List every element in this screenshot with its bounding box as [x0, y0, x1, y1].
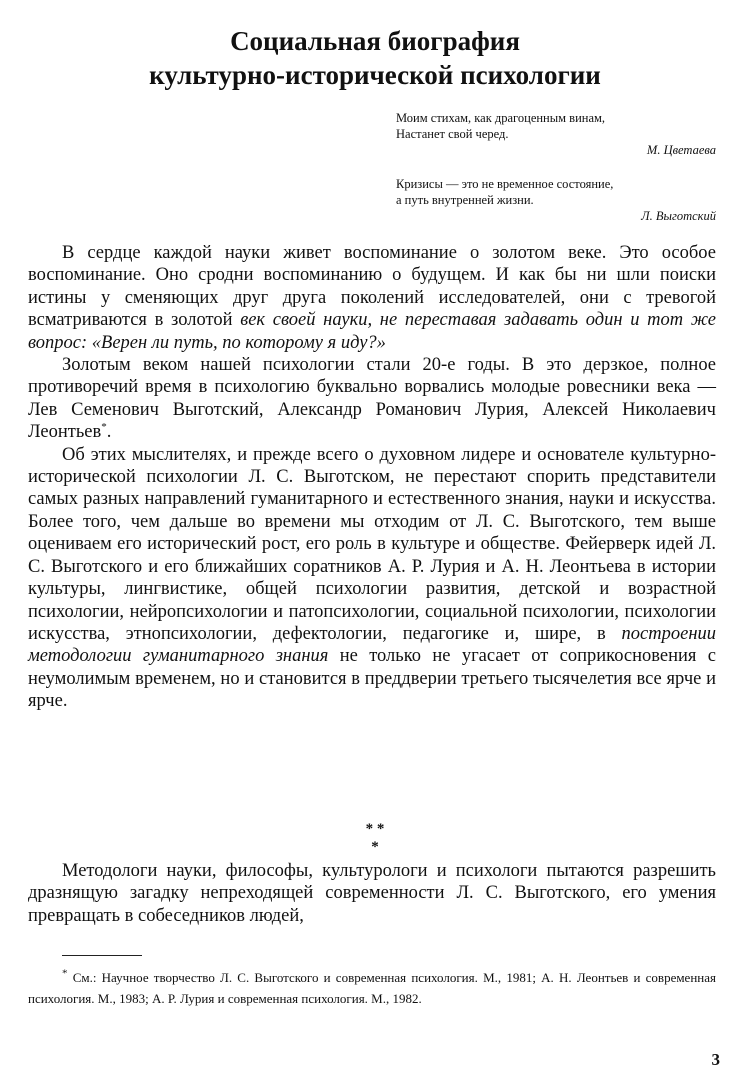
page-title-line-1: Социальная биография: [230, 26, 520, 56]
separator-stars-top: * *: [365, 821, 385, 837]
epigraph-author: Л. Выготский: [641, 209, 716, 223]
paragraph-3-end: не только не угасает от соприкосновения с неумолимым временем, но и становится в преддверии третьего тысячелетия все ярче и ярче.: [28, 646, 716, 712]
epigraph-line: Кризисы — это не временное состояние,: [396, 177, 614, 191]
main-text: [28, 242, 716, 713]
page-title-line-2: культурно-исторической психологии: [149, 60, 601, 90]
footnote-mark: *: [62, 967, 68, 980]
paragraph-2: [28, 354, 716, 444]
paragraph-2-end: .: [106, 422, 112, 443]
epigraph-author: М. Цветаева: [646, 143, 716, 157]
separator-stars-bottom: *: [371, 839, 379, 855]
paragraph-2-text: Золотым веком нашей психологии стали 20-е годы. В это дерзкое, полное противоречий время в психологию буквально ворвались молодые ровесники века — Лев Семенович Выготский, Александр Романович Лурия, Алексей Николаевич Леонтьев: [28, 355, 716, 443]
paragraph-1-italic: век своей науки, не переставая задавать один и тот же вопрос: «Верен ли путь, по которому я иду?»: [28, 310, 717, 353]
epigraph-tsvetaeva: [396, 110, 716, 158]
paragraph-3: [28, 444, 716, 713]
epigraph-vygotsky: [396, 176, 716, 224]
footnote-rule: [62, 955, 142, 956]
main-text-continued: [28, 860, 716, 927]
paragraph-3-italic: построении методологии гуманитарного знания: [28, 623, 716, 667]
paragraph-3-text: Об этих мыслителях, и прежде всего о духовном лидере и основателе культурно-исторической психологии Л. С. Выготском, не перестают спорить представители самых разных направлений гуманитарного и естественного знания, науки и искусства. Более того, чем дальше во времени мы отходим от Л. С. Выготского, тем выше оцениваем его исторический рост, его роль в культуре и обществе. Фейерверк идей Л. С. Выготского и его ближайших соратников А. Р. Лурия и А. Н. Леонтьева в истории культуры, лингвистике, общей психологии развития, детской и возрастной психологии, нейропсихологии и патопсихологии, социальной психологии, психологии искусства, этнопсихологии, дефектологии, педагогике и, шире, в: [28, 444, 716, 644]
epigraph-line: Моим стихам, как драгоценным винам,: [396, 111, 606, 125]
epigraph-line: Настанет свой черед.: [396, 127, 509, 141]
epigraph-line: а путь внутренней жизни.: [396, 193, 534, 207]
paragraph-4: Методологи науки, философы, культурологи и психологи пытаются разрешить дразнящую загадку непреходящей современности Л. С. Выготского, его умения превращать в собеседников людей,: [28, 861, 716, 926]
page-number: 3: [711, 1050, 720, 1069]
footnote-text: См.: Научное творчество Л. С. Выготского и современная психология. М., 1981; А. Н. Леонтьев и современная психология. М., 1983; А. Р. Лурия и современная психология. М., 1982.: [28, 970, 716, 1006]
footnote-marker: *: [101, 421, 107, 434]
paragraph-1-text: В сердце каждой науки живет воспоминание о золотом веке. Это особое воспоминание. Оно сродни воспоминанию о будущем. И как бы ни шли поиски истины у сменяющих друг друга поколений исследователей, они с тревогой всматриваются в золотой: [28, 243, 716, 331]
footnote: [28, 968, 716, 1009]
paragraph-1: [28, 242, 716, 354]
